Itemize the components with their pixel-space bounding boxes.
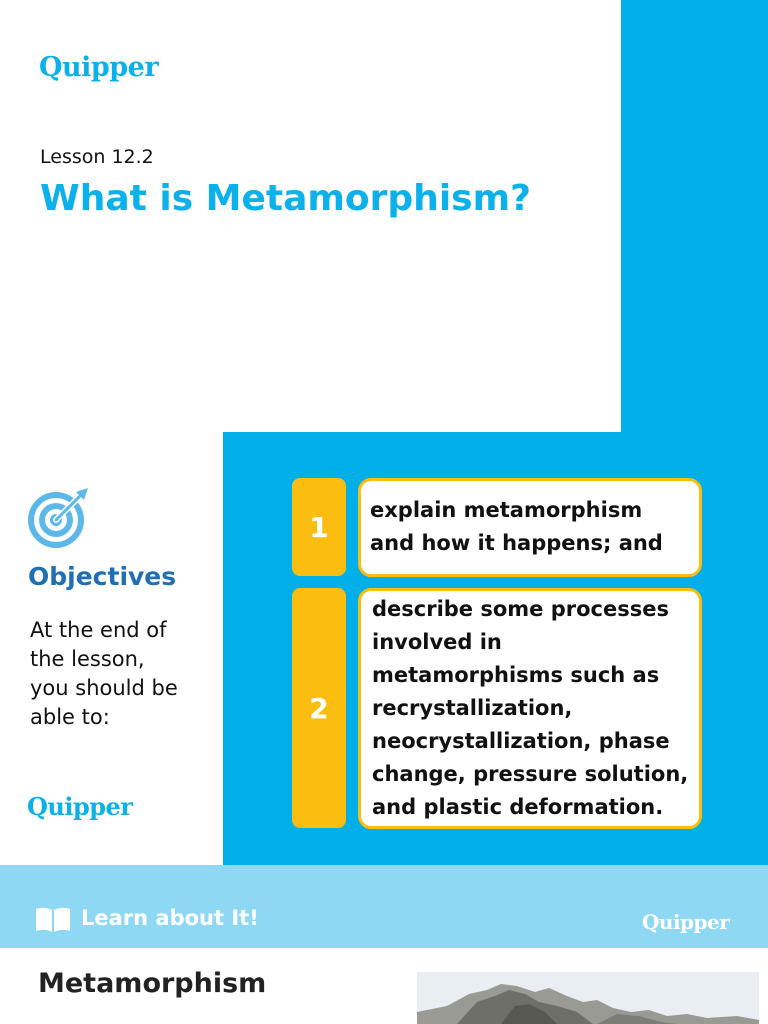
objectives-slide <box>0 432 768 865</box>
target-icon <box>24 484 92 552</box>
objective-number-2: 2 <box>292 588 346 828</box>
learn-slide <box>0 865 768 1024</box>
rock-photo <box>417 972 759 1024</box>
accent-side-bar <box>621 0 768 432</box>
lesson-title: What is Metamorphism? <box>40 178 531 219</box>
quipper-logo: Quipper <box>27 792 133 821</box>
objective-card-1: explain metamorphism and how it happens; and <box>358 478 702 577</box>
lesson-number: Lesson 12.2 <box>40 146 154 168</box>
objectives-heading: Objectives <box>28 562 177 591</box>
quipper-logo: Quipper <box>39 52 159 83</box>
title-slide <box>0 0 768 432</box>
objective-number-1: 1 <box>292 478 346 576</box>
quipper-logo: Quipper <box>642 910 730 934</box>
objectives-intro: At the end of the lesson, you should be able to: <box>30 618 178 729</box>
learn-banner <box>0 865 768 948</box>
objective-card-2: describe some processes involved in metamorphisms such as recrystallization, neocrystallization, phase change, pressure solution, and plastic deformation. <box>358 588 702 829</box>
section-title: Metamorphism <box>38 968 267 999</box>
book-icon <box>25 892 81 948</box>
learn-banner-title: Learn about It! <box>81 906 259 930</box>
